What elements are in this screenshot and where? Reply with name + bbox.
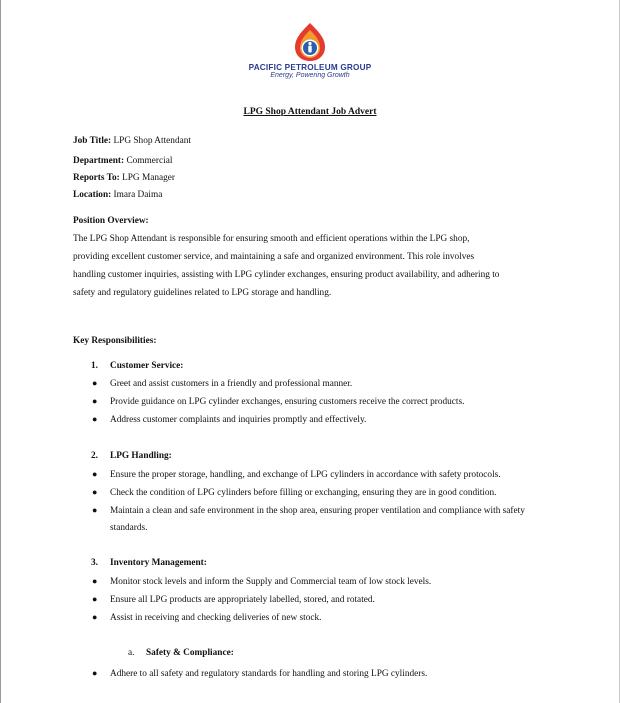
list-item: Address customer complaints and inquiries promptly and effectively. — [110, 415, 367, 425]
location-value: Imara Daima — [113, 190, 163, 200]
section-number: 3. — [91, 558, 98, 568]
page-left-edge — [0, 0, 1, 703]
list-item: Monitor stock levels and inform the Supply and Commercial team of low stock levels. — [110, 577, 432, 587]
job-title-line — [73, 135, 191, 148]
overview-heading: Position Overview: — [73, 216, 149, 226]
section-number: 1. — [91, 361, 98, 371]
logo-company-name: PACIFIC PETROLEUM GROUP — [248, 63, 372, 72]
reports-to-value: LPG Manager — [122, 173, 176, 183]
section-title: Customer Service: — [110, 361, 184, 371]
responsibilities-heading: Key Responsibilities: — [73, 336, 157, 346]
list-item: Greet and assist customers in a friendly and professional manner. — [110, 379, 353, 389]
company-logo — [240, 22, 380, 79]
subsection-title: Safety & Compliance: — [146, 648, 234, 658]
list-item: Provide guidance on LPG cylinder exchanges, ensuring customers receive the correct products. — [110, 397, 465, 407]
department-line — [73, 155, 172, 168]
list-item: Adhere to all safety and regulatory standards for handling and storing LPG cylinders. — [110, 669, 428, 679]
overview-line: handling customer inquiries, assisting with LPG cylinder exchanges, ensuring product availability, and adhering to — [73, 270, 500, 280]
overview-paragraph — [73, 230, 553, 302]
reports-to-label: Reports To: — [73, 173, 120, 183]
location-line — [73, 189, 162, 202]
department-label: Department: — [73, 156, 125, 166]
bullet-icon: ● — [92, 594, 98, 604]
list-item: Ensure the proper storage, handling, and exchange of LPG cylinders in accordance with safety protocols. — [110, 470, 501, 480]
list-item: Maintain a clean and safe environment in the shop area, ensuring proper ventilation and compliance with safety standards. — [110, 506, 525, 533]
document-title: LPG Shop Attendant Job Advert — [243, 107, 377, 117]
job-title-value: LPG Shop Attendant — [113, 136, 191, 146]
bullet-icon: ● — [92, 505, 98, 515]
section-title: Inventory Management: — [110, 558, 207, 568]
bullet-icon: ● — [92, 612, 98, 622]
overview-line: safety and regulatory guidelines related to LPG storage and handling. — [73, 288, 332, 298]
bullet-icon: ● — [92, 576, 98, 586]
bullet-icon: ● — [92, 487, 98, 497]
overview-line: The LPG Shop Attendant is responsible for ensuring smooth and efficient operations within the LPG shop, — [73, 234, 470, 244]
job-title-label: Job Title: — [73, 136, 112, 146]
list-item: Assist in receiving and checking deliveries of new stock. — [110, 613, 322, 623]
bullet-icon: ● — [92, 378, 98, 388]
location-label: Location: — [73, 190, 112, 200]
department-value: Commercial — [126, 156, 173, 166]
section-title: LPG Handling: — [110, 451, 172, 461]
list-item: Check the condition of LPG cylinders before filling or exchanging, ensuring they are in good condition. — [110, 488, 497, 498]
subsection-letter: a. — [128, 648, 135, 658]
section-number: 2. — [91, 451, 98, 461]
logo-tagline: Energy, Powering Growth — [270, 72, 350, 79]
bullet-icon: ● — [92, 469, 98, 479]
bullet-icon: ● — [92, 396, 98, 406]
list-item: Ensure all LPG products are appropriately labelled, stored, and rotated. — [110, 595, 375, 605]
bullet-icon: ● — [92, 414, 98, 424]
reports-to-line — [73, 172, 175, 185]
overview-line: providing excellent customer service, and maintaining a safe and organized environment. This role involves — [73, 252, 475, 262]
flame-logo-icon — [292, 22, 328, 62]
bullet-icon: ● — [92, 668, 98, 678]
